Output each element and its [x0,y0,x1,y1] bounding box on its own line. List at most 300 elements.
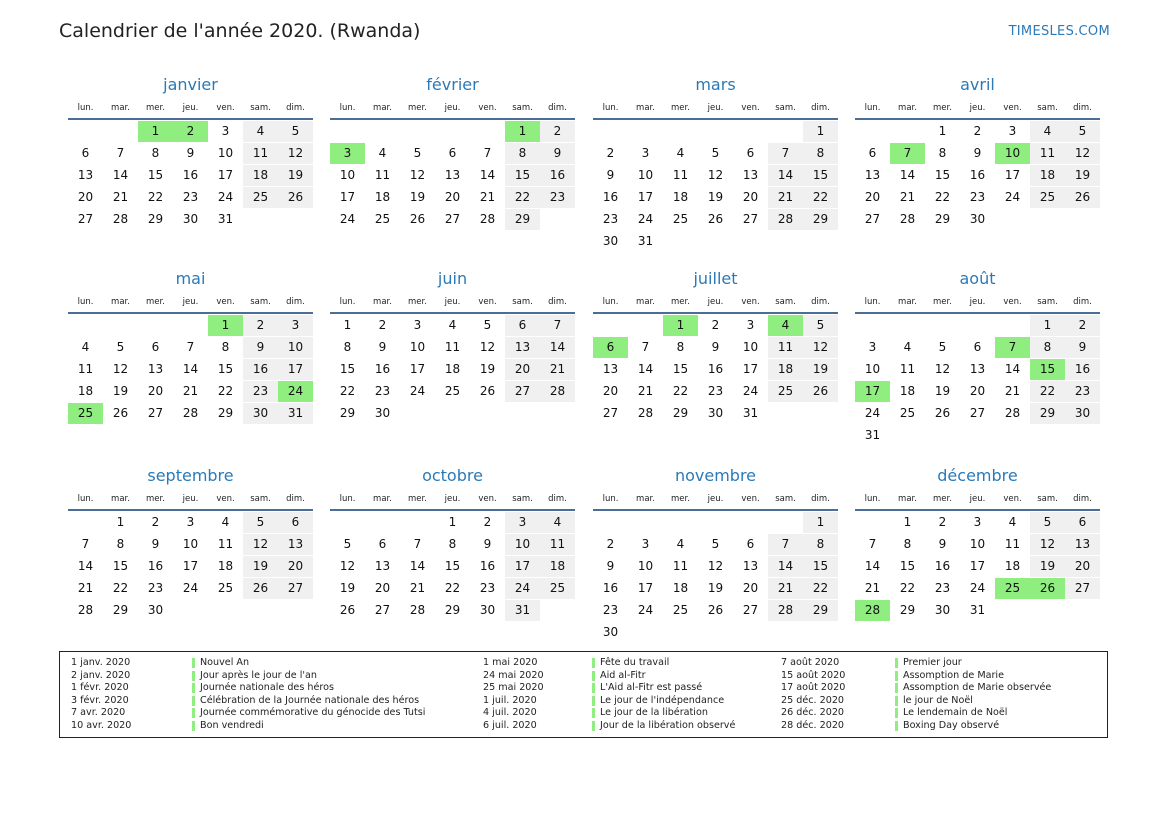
day-cell[interactable]: 27 [742,212,759,226]
day-cell[interactable]: 22 [444,581,461,595]
day-cell[interactable]: 4 [243,121,278,142]
day-cell[interactable]: 29 [803,209,838,230]
day-cell[interactable]: 27 [864,212,881,226]
day-cell[interactable]: 19 [1065,165,1100,186]
day-cell[interactable]: 2 [151,515,160,529]
holiday-day-cell[interactable]: 2 [173,121,208,142]
day-cell[interactable]: 21 [1004,384,1021,398]
day-cell[interactable]: 28 [637,406,654,420]
day-cell[interactable]: 9 [186,146,195,160]
day-cell[interactable]: 3 [1008,124,1017,138]
day-cell[interactable]: 17 [409,362,426,376]
day-cell[interactable]: 5 [1030,512,1065,533]
day-cell[interactable]: 6 [505,315,540,336]
day-cell[interactable]: 9 [483,537,492,551]
day-cell[interactable]: 12 [479,340,496,354]
day-cell[interactable]: 18 [1004,559,1021,573]
day-cell[interactable]: 6 [868,146,877,160]
day-cell[interactable]: 7 [768,143,803,164]
holiday-day-cell[interactable]: 25 [68,403,103,424]
holiday-day-cell[interactable]: 1 [663,315,698,336]
day-cell[interactable]: 18 [672,190,689,204]
day-cell[interactable]: 8 [116,537,125,551]
day-cell[interactable]: 1 [903,515,912,529]
day-cell[interactable]: 30 [479,603,496,617]
day-cell[interactable]: 16 [374,362,391,376]
day-cell[interactable]: 12 [707,168,724,182]
day-cell[interactable]: 27 [147,406,164,420]
day-cell[interactable]: 23 [243,381,278,402]
day-cell[interactable]: 9 [938,537,947,551]
day-cell[interactable]: 2 [973,124,982,138]
day-cell[interactable]: 22 [803,578,838,599]
day-cell[interactable]: 4 [676,537,685,551]
day-cell[interactable]: 1 [803,512,838,533]
day-cell[interactable]: 9 [243,337,278,358]
day-cell[interactable]: 16 [479,559,496,573]
day-cell[interactable]: 27 [278,578,313,599]
day-cell[interactable]: 5 [1065,121,1100,142]
day-cell[interactable]: 16 [147,559,164,573]
day-cell[interactable]: 10 [637,168,654,182]
day-cell[interactable]: 15 [505,165,540,186]
day-cell[interactable]: 25 [217,581,234,595]
day-cell[interactable]: 3 [868,340,877,354]
day-cell[interactable]: 19 [803,359,838,380]
day-cell[interactable]: 10 [742,340,759,354]
holiday-day-cell[interactable]: 28 [855,600,890,621]
day-cell[interactable]: 17 [505,556,540,577]
day-cell[interactable]: 30 [707,406,724,420]
day-cell[interactable]: 13 [444,168,461,182]
day-cell[interactable]: 23 [479,581,496,595]
day-cell[interactable]: 18 [77,384,94,398]
day-cell[interactable]: 24 [505,578,540,599]
day-cell[interactable]: 1 [448,515,457,529]
day-cell[interactable]: 4 [540,512,575,533]
day-cell[interactable]: 27 [505,381,540,402]
day-cell[interactable]: 18 [540,556,575,577]
day-cell[interactable]: 20 [969,384,986,398]
day-cell[interactable]: 27 [1065,578,1100,599]
day-cell[interactable]: 8 [903,537,912,551]
day-cell[interactable]: 24 [409,384,426,398]
holiday-day-cell[interactable]: 6 [593,337,628,358]
day-cell[interactable]: 29 [444,603,461,617]
day-cell[interactable]: 4 [676,146,685,160]
day-cell[interactable]: 9 [378,340,387,354]
day-cell[interactable]: 6 [973,340,982,354]
day-cell[interactable]: 10 [637,559,654,573]
day-cell[interactable]: 25 [672,603,689,617]
day-cell[interactable]: 2 [243,315,278,336]
day-cell[interactable]: 24 [339,212,356,226]
day-cell[interactable]: 12 [409,168,426,182]
day-cell[interactable]: 6 [746,146,755,160]
day-cell[interactable]: 21 [540,359,575,380]
day-cell[interactable]: 13 [77,168,94,182]
day-cell[interactable]: 6 [746,537,755,551]
day-cell[interactable]: 3 [746,318,755,332]
day-cell[interactable]: 10 [278,337,313,358]
day-cell[interactable]: 23 [707,384,724,398]
day-cell[interactable]: 28 [77,603,94,617]
day-cell[interactable]: 6 [378,537,387,551]
day-cell[interactable]: 13 [505,337,540,358]
day-cell[interactable]: 24 [217,190,234,204]
day-cell[interactable]: 5 [711,146,720,160]
day-cell[interactable]: 19 [1030,556,1065,577]
site-link[interactable]: TIMESLES.COM [1008,24,1110,39]
day-cell[interactable]: 15 [672,362,689,376]
day-cell[interactable]: 2 [711,318,720,332]
day-cell[interactable]: 30 [374,406,391,420]
day-cell[interactable]: 31 [864,428,881,442]
day-cell[interactable]: 23 [374,384,391,398]
day-cell[interactable]: 17 [182,559,199,573]
day-cell[interactable]: 12 [1030,534,1065,555]
day-cell[interactable]: 5 [803,315,838,336]
day-cell[interactable]: 6 [81,146,90,160]
day-cell[interactable]: 26 [409,212,426,226]
day-cell[interactable]: 20 [444,190,461,204]
day-cell[interactable]: 3 [413,318,422,332]
day-cell[interactable]: 28 [768,600,803,621]
day-cell[interactable]: 12 [934,362,951,376]
day-cell[interactable]: 4 [448,318,457,332]
day-cell[interactable]: 21 [637,384,654,398]
day-cell[interactable]: 11 [672,559,689,573]
day-cell[interactable]: 2 [540,121,575,142]
day-cell[interactable]: 6 [1065,512,1100,533]
day-cell[interactable]: 14 [768,165,803,186]
day-cell[interactable]: 31 [505,600,540,621]
day-cell[interactable]: 30 [243,403,278,424]
day-cell[interactable]: 8 [803,534,838,555]
day-cell[interactable]: 13 [278,534,313,555]
day-cell[interactable]: 18 [217,559,234,573]
day-cell[interactable]: 30 [182,212,199,226]
day-cell[interactable]: 28 [540,381,575,402]
day-cell[interactable]: 29 [339,406,356,420]
day-cell[interactable]: 27 [969,406,986,420]
day-cell[interactable]: 20 [374,581,391,595]
day-cell[interactable]: 16 [934,559,951,573]
day-cell[interactable]: 31 [637,234,654,248]
day-cell[interactable]: 6 [278,512,313,533]
day-cell[interactable]: 18 [374,190,391,204]
day-cell[interactable]: 21 [182,384,199,398]
day-cell[interactable]: 3 [186,515,195,529]
day-cell[interactable]: 8 [448,537,457,551]
day-cell[interactable]: 21 [77,581,94,595]
day-cell[interactable]: 4 [378,146,387,160]
day-cell[interactable]: 10 [339,168,356,182]
day-cell[interactable]: 20 [77,190,94,204]
day-cell[interactable]: 25 [374,212,391,226]
day-cell[interactable]: 13 [147,362,164,376]
day-cell[interactable]: 2 [606,537,615,551]
day-cell[interactable]: 5 [711,537,720,551]
day-cell[interactable]: 9 [606,559,615,573]
day-cell[interactable]: 3 [505,512,540,533]
day-cell[interactable]: 8 [505,143,540,164]
day-cell[interactable]: 15 [803,556,838,577]
day-cell[interactable]: 13 [969,362,986,376]
day-cell[interactable]: 20 [505,359,540,380]
day-cell[interactable]: 11 [374,168,391,182]
day-cell[interactable]: 22 [147,190,164,204]
day-cell[interactable]: 26 [707,212,724,226]
day-cell[interactable]: 24 [637,603,654,617]
day-cell[interactable]: 29 [505,209,540,230]
day-cell[interactable]: 29 [147,212,164,226]
day-cell[interactable]: 23 [147,581,164,595]
day-cell[interactable]: 13 [742,559,759,573]
day-cell[interactable]: 7 [413,537,422,551]
day-cell[interactable]: 26 [1065,187,1100,208]
day-cell[interactable]: 14 [77,559,94,573]
day-cell[interactable]: 11 [444,340,461,354]
holiday-day-cell[interactable]: 10 [995,143,1030,164]
day-cell[interactable]: 22 [505,187,540,208]
day-cell[interactable]: 9 [711,340,720,354]
day-cell[interactable]: 22 [112,581,129,595]
day-cell[interactable]: 8 [938,146,947,160]
day-cell[interactable]: 16 [1065,359,1100,380]
day-cell[interactable]: 21 [864,581,881,595]
day-cell[interactable]: 24 [969,581,986,595]
day-cell[interactable]: 24 [1004,190,1021,204]
holiday-day-cell[interactable]: 26 [1030,578,1065,599]
day-cell[interactable]: 16 [243,359,278,380]
day-cell[interactable]: 5 [278,121,313,142]
day-cell[interactable]: 17 [339,190,356,204]
day-cell[interactable]: 11 [77,362,94,376]
day-cell[interactable]: 30 [1065,403,1100,424]
day-cell[interactable]: 22 [803,187,838,208]
day-cell[interactable]: 15 [217,362,234,376]
day-cell[interactable]: 7 [116,146,125,160]
day-cell[interactable]: 9 [606,168,615,182]
day-cell[interactable]: 23 [1065,381,1100,402]
day-cell[interactable]: 23 [540,187,575,208]
day-cell[interactable]: 2 [483,515,492,529]
day-cell[interactable]: 28 [112,212,129,226]
day-cell[interactable]: 30 [602,234,619,248]
day-cell[interactable]: 26 [934,406,951,420]
day-cell[interactable]: 4 [903,340,912,354]
day-cell[interactable]: 21 [112,190,129,204]
day-cell[interactable]: 9 [151,537,160,551]
day-cell[interactable]: 29 [217,406,234,420]
day-cell[interactable]: 25 [672,212,689,226]
day-cell[interactable]: 7 [641,340,650,354]
day-cell[interactable]: 4 [221,515,230,529]
day-cell[interactable]: 13 [374,559,391,573]
holiday-day-cell[interactable]: 24 [278,381,313,402]
day-cell[interactable]: 14 [899,168,916,182]
day-cell[interactable]: 19 [409,190,426,204]
day-cell[interactable]: 18 [672,581,689,595]
day-cell[interactable]: 18 [768,359,803,380]
day-cell[interactable]: 4 [81,340,90,354]
day-cell[interactable]: 17 [742,362,759,376]
day-cell[interactable]: 26 [707,603,724,617]
day-cell[interactable]: 11 [217,537,234,551]
day-cell[interactable]: 18 [1030,165,1065,186]
day-cell[interactable]: 11 [899,362,916,376]
day-cell[interactable]: 7 [540,315,575,336]
holiday-day-cell[interactable]: 17 [855,381,890,402]
day-cell[interactable]: 13 [742,168,759,182]
day-cell[interactable]: 11 [540,534,575,555]
day-cell[interactable]: 24 [742,384,759,398]
day-cell[interactable]: 20 [278,556,313,577]
day-cell[interactable]: 27 [77,212,94,226]
day-cell[interactable]: 13 [602,362,619,376]
holiday-day-cell[interactable]: 7 [995,337,1030,358]
day-cell[interactable]: 7 [81,537,90,551]
day-cell[interactable]: 3 [641,146,650,160]
holiday-day-cell[interactable]: 4 [768,315,803,336]
day-cell[interactable]: 10 [505,534,540,555]
day-cell[interactable]: 18 [243,165,278,186]
day-cell[interactable]: 22 [1030,381,1065,402]
day-cell[interactable]: 19 [707,190,724,204]
day-cell[interactable]: 22 [217,384,234,398]
day-cell[interactable]: 22 [339,384,356,398]
day-cell[interactable]: 19 [243,556,278,577]
day-cell[interactable]: 20 [742,190,759,204]
day-cell[interactable]: 2 [606,146,615,160]
day-cell[interactable]: 20 [1065,556,1100,577]
day-cell[interactable]: 14 [479,168,496,182]
day-cell[interactable]: 11 [672,168,689,182]
day-cell[interactable]: 8 [343,340,352,354]
day-cell[interactable]: 27 [742,603,759,617]
day-cell[interactable]: 16 [182,168,199,182]
day-cell[interactable]: 7 [768,534,803,555]
day-cell[interactable]: 16 [602,581,619,595]
day-cell[interactable]: 16 [602,190,619,204]
day-cell[interactable]: 17 [637,581,654,595]
day-cell[interactable]: 12 [1065,143,1100,164]
day-cell[interactable]: 13 [1065,534,1100,555]
day-cell[interactable]: 5 [938,340,947,354]
day-cell[interactable]: 10 [969,537,986,551]
day-cell[interactable]: 5 [413,146,422,160]
day-cell[interactable]: 14 [637,362,654,376]
day-cell[interactable]: 27 [374,603,391,617]
day-cell[interactable]: 21 [409,581,426,595]
day-cell[interactable]: 19 [934,384,951,398]
day-cell[interactable]: 29 [899,603,916,617]
day-cell[interactable]: 17 [1004,168,1021,182]
day-cell[interactable]: 12 [112,362,129,376]
day-cell[interactable]: 17 [217,168,234,182]
day-cell[interactable]: 26 [112,406,129,420]
day-cell[interactable]: 4 [1008,515,1017,529]
day-cell[interactable]: 24 [637,212,654,226]
day-cell[interactable]: 7 [483,146,492,160]
day-cell[interactable]: 19 [278,165,313,186]
day-cell[interactable]: 10 [217,146,234,160]
day-cell[interactable]: 17 [969,559,986,573]
day-cell[interactable]: 28 [768,209,803,230]
day-cell[interactable]: 21 [768,578,803,599]
day-cell[interactable]: 30 [147,603,164,617]
day-cell[interactable]: 28 [1004,406,1021,420]
day-cell[interactable]: 15 [112,559,129,573]
day-cell[interactable]: 25 [899,406,916,420]
day-cell[interactable]: 15 [934,168,951,182]
day-cell[interactable]: 15 [147,168,164,182]
day-cell[interactable]: 2 [1065,315,1100,336]
day-cell[interactable]: 9 [540,143,575,164]
day-cell[interactable]: 12 [803,337,838,358]
day-cell[interactable]: 30 [602,625,619,639]
day-cell[interactable]: 27 [602,406,619,420]
day-cell[interactable]: 29 [803,600,838,621]
day-cell[interactable]: 19 [112,384,129,398]
day-cell[interactable]: 1 [803,121,838,142]
day-cell[interactable]: 17 [637,190,654,204]
day-cell[interactable]: 27 [444,212,461,226]
day-cell[interactable]: 17 [278,359,313,380]
day-cell[interactable]: 15 [803,165,838,186]
day-cell[interactable]: 12 [278,143,313,164]
day-cell[interactable]: 1 [1030,315,1065,336]
day-cell[interactable]: 26 [803,381,838,402]
day-cell[interactable]: 5 [243,512,278,533]
day-cell[interactable]: 15 [339,362,356,376]
day-cell[interactable]: 30 [969,212,986,226]
day-cell[interactable]: 16 [969,168,986,182]
day-cell[interactable]: 23 [182,190,199,204]
day-cell[interactable]: 20 [147,384,164,398]
day-cell[interactable]: 28 [409,603,426,617]
day-cell[interactable]: 3 [278,315,313,336]
day-cell[interactable]: 19 [339,581,356,595]
day-cell[interactable]: 18 [899,384,916,398]
day-cell[interactable]: 5 [116,340,125,354]
day-cell[interactable]: 23 [602,212,619,226]
day-cell[interactable]: 22 [899,581,916,595]
day-cell[interactable]: 24 [182,581,199,595]
day-cell[interactable]: 1 [116,515,125,529]
day-cell[interactable]: 26 [339,603,356,617]
day-cell[interactable]: 31 [969,603,986,617]
day-cell[interactable]: 29 [112,603,129,617]
day-cell[interactable]: 6 [448,146,457,160]
day-cell[interactable]: 11 [1004,537,1021,551]
day-cell[interactable]: 20 [602,384,619,398]
day-cell[interactable]: 8 [676,340,685,354]
day-cell[interactable]: 15 [444,559,461,573]
day-cell[interactable]: 31 [742,406,759,420]
day-cell[interactable]: 30 [934,603,951,617]
day-cell[interactable]: 23 [969,190,986,204]
day-cell[interactable]: 12 [707,559,724,573]
day-cell[interactable]: 8 [803,143,838,164]
holiday-day-cell[interactable]: 25 [995,578,1030,599]
day-cell[interactable]: 2 [938,515,947,529]
day-cell[interactable]: 24 [864,406,881,420]
day-cell[interactable]: 20 [864,190,881,204]
day-cell[interactable]: 7 [186,340,195,354]
holiday-day-cell[interactable]: 15 [1030,359,1065,380]
